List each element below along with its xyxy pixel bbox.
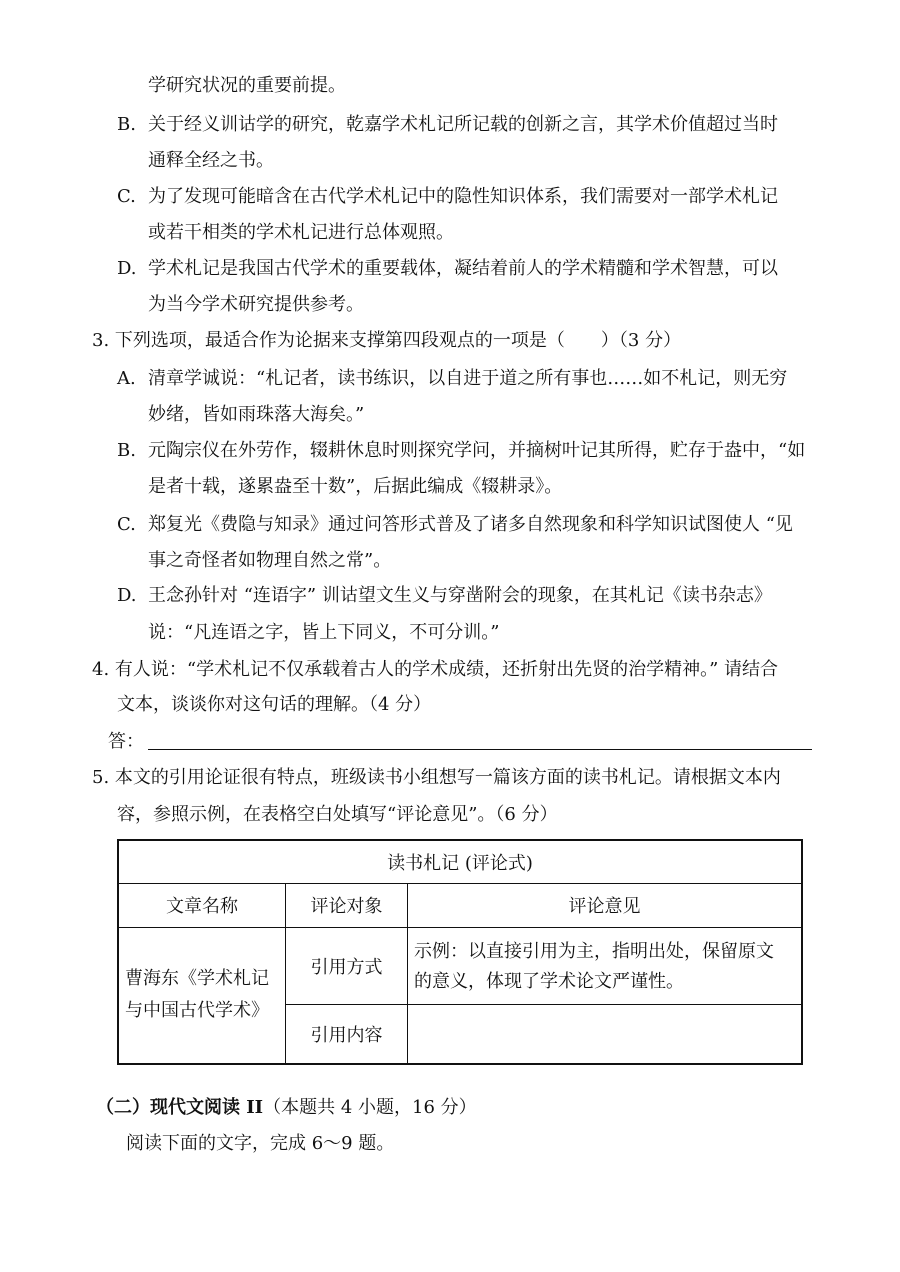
q3-option-b-line2: 是者十载，遂累盎至十数”，后据此编成《辍耕录》。	[148, 476, 563, 497]
q4-answer-label: 答：	[108, 731, 144, 752]
q4-stem-line1: 4. 有人说：“学术札记不仅承载着古人的学术成绩，还折射出先贤的治学精神。” 请结合	[92, 659, 779, 680]
q3-option-a-label: A.	[117, 368, 136, 389]
table-header-article: 文章名称	[118, 883, 286, 927]
table-object-citation-content: 引用内容	[286, 1004, 408, 1064]
table-article-name	[118, 927, 286, 1064]
q3-option-c-label: C.	[117, 514, 136, 535]
section-title: （二）现代文阅读 II	[96, 1097, 264, 1118]
q2-option-c-label: C.	[117, 186, 136, 207]
reading-notes-table	[117, 839, 803, 1065]
q2-option-b-line2: 通释全经之书。	[148, 150, 274, 171]
q4-answer-line[interactable]	[148, 749, 812, 750]
section-instruction: 阅读下面的文字，完成 6～9 题。	[126, 1133, 395, 1154]
q2-option-a-tail: 学研究状况的重要前提。	[148, 75, 346, 96]
table-opinion-example-line1: 示例：以直接引用为主，指明出处，保留原文	[414, 940, 774, 962]
section-info: （本题共 4 小题，16 分）	[263, 1097, 477, 1118]
q4-stem-line2: 文本，谈谈你对这句话的理解。（4 分）	[117, 694, 432, 715]
table-opinion-example	[408, 927, 803, 1004]
q2-option-d-label: D.	[117, 258, 137, 279]
table-header-object: 评论对象	[286, 883, 408, 927]
q2-option-d-line1: 学术札记是我国古代学术的重要载体，凝结着前人的学术精髓和学术智慧，可以	[148, 258, 778, 279]
q3-option-c-line1: 郑复光《费隐与知录》通过问答形式普及了诸多自然现象和科学知识试图使人 “见	[148, 514, 793, 535]
q2-option-b-line1: 关于经义训诂学的研究，乾嘉学术札记所记载的创新之言，其学术价值超过当时	[148, 114, 778, 135]
q2-option-c-line1: 为了发现可能暗含在古代学术札记中的隐性知识体系，我们需要对一部学术札记	[148, 186, 778, 207]
table-opinion-example-line2: 的意义，体现了学术论文严谨性。	[414, 970, 684, 992]
q3-option-d-line1: 王念孙针对 “连语字” 训诂望文生义与穿凿附会的现象，在其札记《读书杂志》	[148, 585, 772, 606]
q3-option-c-line2: 事之奇怪者如物理自然之常”。	[148, 550, 392, 571]
table-object-citation-method: 引用方式	[286, 927, 408, 1004]
q3-option-a-line1: 清章学诚说：“札记者，读书练识，以自进于道之所有事也……如不札记，则无穷	[148, 368, 788, 389]
q3-option-d-label: D.	[117, 585, 137, 606]
q3-option-b-line1: 元陶宗仪在外劳作，辍耕休息时则探究学问，并摘树叶记其所得，贮存于盎中，“如	[148, 440, 806, 461]
q2-option-c-line2: 或若干相类的学术札记进行总体观照。	[148, 222, 454, 243]
q3-stem: 3. 下列选项，最适合作为论据来支撑第四段观点的一项是（ ）（3 分）	[92, 330, 682, 351]
q2-option-d-line2: 为当今学术研究提供参考。	[148, 294, 364, 315]
q3-option-b-label: B.	[117, 440, 136, 461]
table-header-opinion: 评论意见	[408, 883, 803, 927]
table-opinion-blank[interactable]	[408, 1004, 803, 1064]
table-article-name-line2: 与中国古代学术》	[125, 1000, 269, 1022]
table-article-name-line1: 曹海东《学术札记	[125, 968, 269, 990]
q3-option-d-line2: 说：“凡连语之字，皆上下同义，不可分训。”	[148, 622, 500, 643]
section-heading	[96, 1097, 477, 1119]
table-title: 读书札记 (评论式)	[118, 840, 802, 883]
q5-stem-line1: 5. 本文的引用论证很有特点，班级读书小组想写一篇该方面的读书札记。请根据文本内	[92, 767, 781, 788]
q5-stem-line2: 容，参照示例，在表格空白处填写“评论意见”。（6 分）	[117, 804, 558, 825]
q2-option-b-label: B.	[117, 114, 136, 135]
q3-option-a-line2: 妙绪，皆如雨珠落大海矣。”	[148, 404, 365, 425]
